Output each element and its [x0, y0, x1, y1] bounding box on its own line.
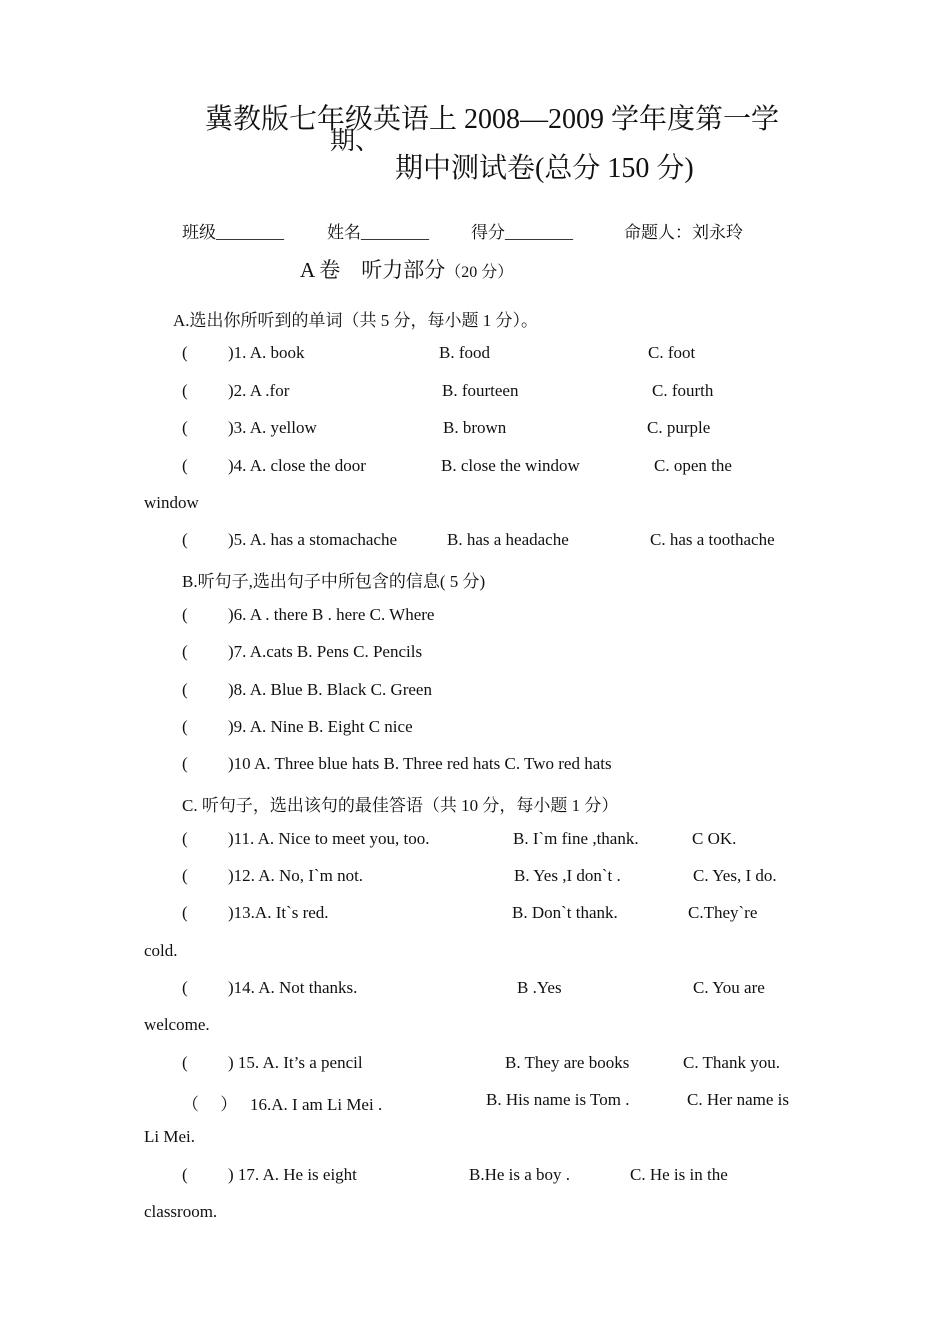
section-b-heading: B.听句子,选出句子中所包含的信息( 5 分)	[182, 572, 486, 591]
question-4-wrap: window	[144, 493, 199, 512]
part-a-title-text: A 卷 听力部分	[300, 258, 446, 282]
question-8-stem: )8. A. Blue B. Black C. Green	[228, 680, 432, 699]
question-9-stem: )9. A. Nine B. Eight C nice	[228, 717, 413, 736]
question-12: ( )12. A. No, I`m not.	[182, 866, 364, 885]
question-4-option-c: C. open the	[654, 456, 732, 475]
question-3-option-c: C. purple	[647, 418, 711, 437]
question-11-option-b: B. I`m fine ,thank.	[513, 829, 639, 848]
question-5-option-b: B. has a headache	[447, 530, 569, 549]
question-14: ( )14. A. Not thanks.	[182, 978, 358, 997]
page-title-line2: 期中测试卷(总分 150 分)	[395, 153, 694, 184]
question-3-option-b: B. brown	[443, 418, 507, 437]
question-16	[182, 1090, 382, 1115]
score-field: 得分________	[471, 223, 573, 242]
question-5-stem: )5. A. has a stomachache	[228, 530, 397, 549]
part-a-score: （20 分）	[445, 264, 514, 281]
question-16-wrap: Li Mei.	[144, 1127, 195, 1146]
author-field: 命题人：刘永玲	[624, 223, 743, 242]
question-12-option-b: B. Yes ,I don`t .	[514, 866, 621, 885]
question-4: ( )4. A. close the door	[182, 456, 366, 475]
question-15-stem: ) 15. A. It’s a pencil	[228, 1053, 363, 1072]
question-15-option-b: B. They are books	[505, 1053, 630, 1072]
name-field: 姓名________	[327, 223, 429, 242]
question-5-option-c: C. has a toothache	[650, 530, 775, 549]
question-17: ( ) 17. A. He is eight	[182, 1165, 357, 1184]
question-2-option-c: C. fourth	[652, 381, 714, 400]
question-5: ( )5. A. has a stomachache	[182, 530, 397, 549]
question-11-stem: )11. A. Nice to meet you, too.	[228, 829, 430, 848]
section-a-heading: A.选出你所听到的单词（共 5 分，每小题 1 分）。	[173, 311, 539, 330]
part-a-title	[300, 254, 513, 284]
question-10: ( )10 A. Three blue hats B. Three red hats C. Two red hats	[182, 754, 612, 773]
page-title-line1: 冀教版七年级英语上 2008—2009 学年度第一学	[205, 104, 780, 135]
question-14-stem: )14. A. Not thanks.	[228, 978, 358, 997]
question-17-wrap: classroom.	[144, 1202, 218, 1221]
question-17-option-b: B.He is a boy .	[469, 1165, 571, 1184]
section-c-heading: C. 听句子，选出该句的最佳答语（共 10 分，每小题 1 分）	[182, 796, 619, 815]
question-1-stem: )1. A. book	[228, 343, 305, 362]
question-7: ( )7. A.cats B. Pens C. Pencils	[182, 642, 423, 661]
question-4-stem: )4. A. close the door	[228, 456, 366, 475]
question-3-stem: )3. A. yellow	[228, 418, 317, 437]
question-4-option-b: B. close the window	[441, 456, 580, 475]
question-16-paren: （ ）	[182, 1095, 238, 1114]
question-1-option-b: B. food	[439, 343, 490, 362]
question-2-stem: )2. A .for	[228, 381, 290, 400]
question-13: ( )13.A. It`s red.	[182, 903, 329, 922]
question-10-stem: )10 A. Three blue hats B. Three red hats C. Two red hats	[228, 754, 612, 773]
question-13-option-b: B. Don`t thank.	[512, 903, 618, 922]
question-16-option-b: B. His name is Tom .	[486, 1090, 630, 1109]
question-8: ( )8. A. Blue B. Black C. Green	[182, 680, 432, 699]
question-9: ( )9. A. Nine B. Eight C nice	[182, 717, 413, 736]
question-11: ( )11. A. Nice to meet you, too.	[182, 829, 430, 848]
question-15: ( ) 15. A. It’s a pencil	[182, 1053, 363, 1072]
question-3: ( )3. A. yellow	[182, 418, 317, 437]
question-13-wrap: cold.	[144, 941, 178, 960]
question-1: ( )1. A. book	[182, 343, 305, 362]
question-2: ( )2. A .for	[182, 381, 290, 400]
question-13-stem: )13.A. It`s red.	[228, 903, 329, 922]
question-14-option-b: B .Yes	[517, 978, 562, 997]
page-title-overlap: 期、	[330, 128, 381, 155]
question-6-stem: )6. A . there B . here C. Where	[228, 605, 435, 624]
question-17-stem: ) 17. A. He is eight	[228, 1165, 357, 1184]
question-16-stem: 16.A. I am Li Mei .	[250, 1095, 383, 1114]
question-7-stem: )7. A.cats B. Pens C. Pencils	[228, 642, 423, 661]
question-15-option-c: C. Thank you.	[683, 1053, 780, 1072]
question-11-option-c: C OK.	[692, 829, 737, 848]
question-12-option-c: C. Yes, I do.	[693, 866, 777, 885]
question-6: ( )6. A . there B . here C. Where	[182, 605, 435, 624]
class-field: 班级________	[182, 223, 284, 242]
question-12-stem: )12. A. No, I`m not.	[228, 866, 364, 885]
question-2-option-b: B. fourteen	[442, 381, 519, 400]
question-14-wrap: welcome.	[144, 1015, 210, 1034]
question-1-option-c: C. foot	[648, 343, 696, 362]
question-17-option-c: C. He is in the	[630, 1165, 728, 1184]
question-13-option-c: C.They`re	[688, 903, 758, 922]
question-14-option-c: C. You are	[693, 978, 765, 997]
question-16-option-c: C. Her name is	[687, 1090, 789, 1109]
